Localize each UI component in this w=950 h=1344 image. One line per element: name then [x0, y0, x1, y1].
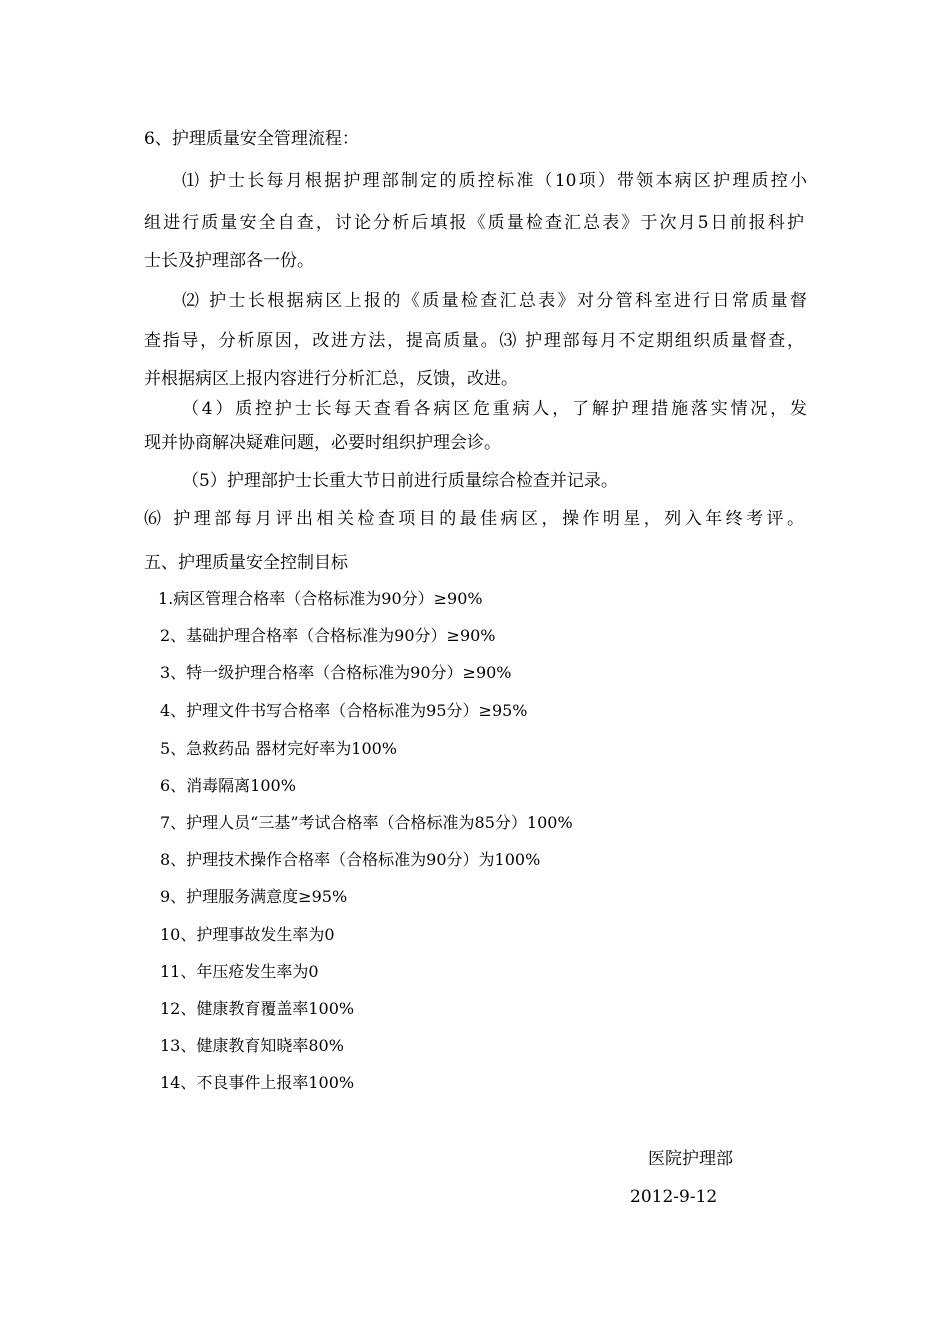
paragraph-4-line-1: （4）质控护士长每天查看各病区危重病人，了解护理措施落实情况，发 — [182, 399, 807, 419]
goal-item-11: 11、年压疮发生率为0 — [160, 962, 319, 981]
goal-item-4: 4、护理文件书写合格率（合格标准为95分）≥95% — [160, 701, 528, 720]
goal-item-13: 13、健康教育知晓率80% — [160, 1036, 344, 1055]
goal-item-10: 10、护理事故发生率为0 — [160, 925, 335, 944]
paragraph-1-line-3: 士长及护理部各一份。 — [144, 251, 314, 271]
section-5-heading: 五、护理质量安全控制目标 — [144, 553, 348, 573]
paragraph-1-line-2: 组进行质量安全自查，讨论分析后填报《质量检查汇总表》于次月5日前报科护 — [144, 213, 804, 233]
paragraph-2-line-2: 查指导，分析原因，改进方法，提高质量。⑶ 护理部每月不定期组织质量督查， — [144, 331, 804, 351]
goal-item-5: 5、急救药品 器材完好率为100% — [160, 739, 398, 758]
paragraph-2-line-3: 并根据病区上报内容进行分析汇总，反馈，改进。 — [144, 369, 518, 389]
goal-item-9: 9、护理服务满意度≥95% — [160, 887, 348, 906]
goal-item-1: 1.病区管理合格率（合格标准为90分）≥90% — [158, 589, 483, 608]
goal-item-14: 14、不良事件上报率100% — [160, 1073, 355, 1092]
section-6-heading: 6、护理质量安全管理流程： — [144, 129, 359, 149]
paragraph-2-line-1: ⑵ 护士长根据病区上报的《质量检查汇总表》对分管科室进行日常质量督 — [182, 291, 807, 311]
goal-item-8: 8、护理技术操作合格率（合格标准为90分）为100% — [160, 850, 541, 869]
paragraph-5: （5）护理部护士长重大节日前进行质量综合检查并记录。 — [182, 471, 618, 491]
goal-item-7: 7、护理人员“三基”考试合格率（合格标准为85分）100% — [160, 813, 573, 832]
signature-department: 医院护理部 — [648, 1149, 733, 1169]
goal-item-6: 6、消毒隔离100% — [160, 776, 296, 795]
signature-date: 2012-9-12 — [630, 1187, 718, 1207]
paragraph-1-line-1: ⑴ 护士长每月根据护理部制定的质控标准（10项）带领本病区护理质控小 — [182, 171, 807, 191]
paragraph-4-line-2: 现并协商解决疑难问题，必要时组织护理会诊。 — [144, 433, 501, 453]
goal-item-12: 12、健康教育覆盖率100% — [160, 999, 355, 1018]
paragraph-6: ⑹ 护理部每月评出相关检查项目的最佳病区，操作明星，列入年终考评。 — [144, 509, 804, 529]
goal-item-3: 3、特一级护理合格率（合格标准为90分）≥90% — [160, 663, 512, 682]
goal-item-2: 2、基础护理合格率（合格标准为90分）≥90% — [160, 626, 496, 645]
